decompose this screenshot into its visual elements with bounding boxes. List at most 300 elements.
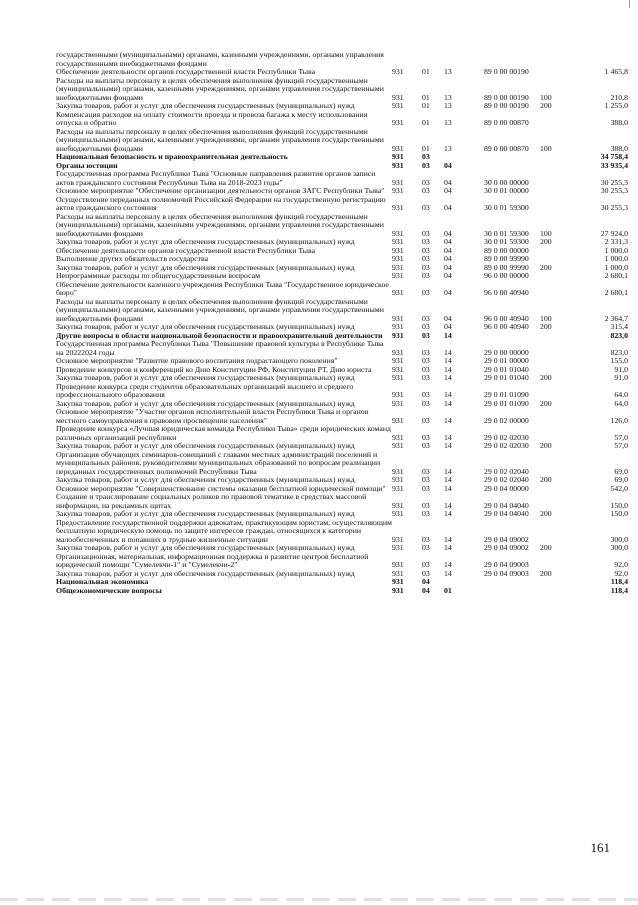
row-ved-code: 931 (392, 390, 404, 399)
row-ved-code: 931 (392, 441, 404, 450)
row-name: Закупка товаров, работ и услуг для обеспечения государственных (муниципальных) нужд (56, 568, 355, 578)
row-expense-type-code (540, 340, 568, 357)
row-ved-code: 931 (392, 313, 404, 323)
row-section-code: 01 (422, 118, 430, 127)
row-amount: 2 364,7 (604, 313, 628, 323)
row-section-code: 01 (422, 143, 430, 153)
row-target-article-code: 96 0 00 40940 (484, 322, 529, 331)
row-target-article-code: 89 0 00 99990 (484, 254, 529, 263)
budget-table-body (56, 51, 628, 595)
row-section-code: 03 (422, 483, 430, 493)
row-target-article-code: 29 0 02 02030 (484, 441, 529, 450)
row-target-article-code: 29 0 02 02040 (484, 475, 529, 484)
row-subsection-code: 04 (444, 322, 452, 331)
row-amount: 1 255,0 (604, 101, 628, 110)
row-ved-code: 931 (392, 364, 404, 374)
row-amount: 57,0 (614, 441, 628, 450)
row-subsection-code: 14 (444, 364, 452, 374)
row-amount: 34 758,4 (600, 152, 628, 161)
row-name: Создание и транслирование социальных роликов по правовой тематике в средствах массовой информации, на рекламных щитах (56, 492, 367, 510)
row-expense-type-code (540, 578, 568, 587)
row-ved-code: 931 (392, 254, 404, 263)
row-amount: 150,0 (610, 509, 628, 518)
row-amount: 118,4 (610, 585, 628, 595)
row-section-code: 03 (422, 373, 430, 382)
row-subsection-code: 14 (444, 534, 452, 544)
row-name: Закупка товаров, работ и услуг для обеспечения государственных (муниципальных) нужд (56, 398, 355, 408)
row-name: Непрограммные расходы по общегосударственным вопросам (56, 271, 261, 280)
row-name: Закупка товаров, работ и услуг для обеспечения государственных (муниципальных) нужд (56, 237, 355, 246)
row-target-article-code: 29 0 02 00000 (484, 415, 529, 425)
row-name: Закупка товаров, работ и услуг для обеспечения государственных (муниципальных) нужд (56, 373, 355, 382)
row-amount: 300,0 (610, 543, 628, 552)
row-expense-type-code (540, 451, 568, 477)
row-section-code: 03 (422, 203, 430, 212)
row-amount: 64,0 (614, 398, 628, 408)
row-amount: 388,0 (610, 143, 628, 153)
row-ved-code (392, 51, 422, 68)
row-amount: 315,4 (610, 322, 628, 331)
row-subsection-code: 04 (444, 313, 452, 323)
row-ved-code: 931 (392, 432, 404, 442)
table-row (56, 340, 628, 357)
row-target-article-code (484, 332, 540, 341)
row-subsection-code: 04 (444, 271, 452, 280)
row-amount: 823,0 (610, 347, 628, 357)
row-subsection-code: 01 (444, 585, 452, 595)
row-subsection-code: 13 (444, 92, 452, 102)
row-section-code: 03 (422, 347, 430, 357)
table-row (56, 425, 628, 442)
table-row (56, 493, 628, 510)
row-name: Расходы на выплаты персоналу в целях обеспечения выполнения функций государственными (муниципальными) органами, казенными учреждениями, органами управления государственными внебюджетными фондами (56, 211, 384, 238)
row-section-code: 04 (422, 577, 430, 586)
row-amount: 300,0 (610, 534, 628, 544)
row-amount: 2 680,1 (604, 288, 628, 297)
row-subsection-code: 04 (444, 203, 452, 212)
row-expense-type-code (540, 485, 568, 494)
row-name: Закупка товаров, работ и услуг для обеспечения государственных (муниципальных) нужд (56, 322, 355, 331)
page-number: 161 (590, 840, 610, 855)
row-ved-code: 931 (392, 228, 404, 238)
row-target-article-code: 29 0 04 09002 (484, 543, 529, 552)
row-subsection-code: 04 (444, 262, 452, 272)
row-ved-code: 931 (392, 534, 404, 544)
row-name: Основное мероприятие "Совершенствование системы оказания бесплатной юридической помощи" (56, 483, 386, 493)
row-expense-type-code (540, 383, 568, 400)
row-expense-type-code (540, 51, 568, 68)
row-ved-code: 931 (392, 143, 404, 153)
row-subsection-code: 14 (444, 441, 452, 450)
row-ved-code: 931 (392, 373, 404, 382)
row-amount: 150,0 (610, 500, 628, 510)
row-subsection-code: 14 (444, 483, 452, 493)
row-section-code: 03 (422, 160, 430, 170)
row-expense-type-code (540, 162, 568, 171)
row-subsection-code: 14 (444, 432, 452, 442)
row-section-code: 03 (422, 441, 430, 450)
row-ved-code: 931 (392, 330, 404, 340)
table-row (56, 298, 628, 324)
row-ved-code: 931 (392, 177, 404, 187)
row-subsection-code: 14 (444, 373, 452, 382)
row-name: Закупка товаров, работ и услуг для обеспечения государственных (муниципальных) нужд (56, 543, 355, 552)
row-name: Закупка товаров, работ и услуг для обеспечения государственных (муниципальных) нужд (56, 509, 355, 518)
row-target-article-code: 30 0 01 59300 (484, 228, 529, 238)
row-subsection-code (444, 51, 484, 68)
row-amount: 30 255,3 (600, 203, 628, 212)
row-amount: 1 000,0 (604, 245, 628, 255)
row-expense-type-code (540, 519, 568, 545)
row-amount: 2 331,3 (604, 237, 628, 246)
row-expense-type-code: 100 (540, 228, 552, 238)
row-ved-code: 931 (392, 568, 404, 578)
row-target-article-code: 89 0 00 00870 (484, 118, 529, 127)
table-row (56, 587, 628, 596)
row-section-code: 03 (422, 415, 430, 425)
row-expense-type-code: 100 (540, 143, 552, 153)
row-subsection-code: 04 (444, 245, 452, 255)
row-name: Организационная, материальная, информационная поддержка и развитие центров бесплатной юридической помощи "Сумелекчи-1" и "Сумелекчи-2" (56, 551, 369, 569)
row-amount: 69,0 (614, 466, 628, 476)
row-ved-code: 931 (392, 92, 404, 102)
row-target-article-code: 30 0 00 00000 (484, 177, 529, 187)
row-amount: 91,0 (614, 373, 628, 382)
row-target-article-code: 89 0 00 00190 (484, 101, 529, 110)
row-subsection-code: 04 (444, 160, 452, 170)
row-subsection-code: 14 (444, 356, 452, 365)
row-target-article-code: 29 0 01 01090 (484, 390, 529, 399)
row-ved-code: 931 (392, 288, 404, 297)
row-amount: 33 935,4 (600, 160, 628, 170)
row-section-code: 01 (422, 101, 430, 110)
row-amount: 126,0 (610, 415, 628, 425)
row-name: Проведение конкурса «Лучшая юридическая команда Республики Тыва» среди юридических команд различных организаций республики (56, 424, 391, 442)
row-expense-type-code (540, 493, 568, 510)
row-target-article-code: 29 0 04 09002 (484, 534, 529, 544)
row-name: Осуществление переданных полномочий Российской Федерации на государственную регистрацию актов гражданского состояния (56, 194, 386, 212)
row-target-article-code: 89 0 00 00870 (484, 143, 529, 153)
table-row (56, 51, 628, 68)
row-name: Общеэкономические вопросы (56, 585, 162, 595)
row-amount (568, 51, 628, 68)
row-section-code: 03 (422, 237, 430, 246)
row-amount: 27 924,0 (600, 228, 628, 238)
row-expense-type-code (540, 281, 568, 298)
row-ved-code: 931 (392, 475, 404, 484)
row-section-code: 03 (422, 313, 430, 323)
row-name: Обеспечение деятельности органов государственной власти Республики Тыва (56, 67, 316, 76)
row-ved-code: 931 (392, 483, 404, 493)
row-expense-type-code: 200 (540, 262, 552, 272)
table-row (56, 213, 628, 239)
table-row (56, 553, 628, 570)
row-ved-code: 931 (392, 347, 404, 357)
row-name: Закупка товаров, работ и услуг для обеспечения государственных (муниципальных) нужд (56, 101, 355, 110)
row-name: Обеспечение деятельности казенного учреждения Республики Тыва "Государственное юридическое бюро" (56, 279, 389, 297)
row-section-code: 03 (422, 245, 430, 255)
row-subsection-code: 13 (444, 101, 452, 110)
row-section-code: 03 (422, 228, 430, 238)
row-amount: 30 255,3 (600, 177, 628, 187)
row-target-article-code: 29 0 04 09003 (484, 568, 529, 578)
row-expense-type-code (540, 153, 568, 162)
row-expense-type-code: 200 (540, 543, 552, 552)
row-section-code: 03 (422, 543, 430, 552)
row-subsection-code: 13 (444, 143, 452, 153)
row-section-code: 03 (422, 500, 430, 510)
row-section-code: 01 (422, 92, 430, 102)
row-target-article-code (484, 51, 540, 68)
row-expense-type-code (540, 332, 568, 341)
row-amount: 92,0 (614, 568, 628, 578)
row-subsection-code: 14 (444, 415, 452, 425)
row-expense-type-code (540, 247, 568, 256)
row-expense-type-code: 200 (540, 373, 552, 382)
row-name: Расходы на выплаты персоналу в целях обеспечения выполнения функций государственными (муниципальными) органами, казенными учреждениями, органами управления государственными внебюджетными фондами (56, 75, 384, 102)
row-ved-code: 931 (392, 509, 404, 518)
row-target-article-code: 29 0 00 00000 (484, 347, 529, 357)
row-subsection-code: 13 (444, 67, 452, 76)
row-target-article-code: 96 0 00 40940 (484, 288, 529, 297)
row-name: Проведение конкурса среди студентов образовательных организаций высшего и среднего профессионального образования (56, 381, 354, 399)
row-expense-type-code: 200 (540, 568, 552, 578)
row-name: Основное мероприятие "Участие органов исполнительной власти Республики Тыва и органов местного самоуправления в правовом просвещении населения" (56, 407, 369, 425)
scan-edge (0, 898, 638, 901)
table-row (56, 128, 628, 154)
row-ved-code: 931 (392, 466, 404, 476)
row-section-code: 03 (422, 271, 430, 280)
row-section-code: 03 (422, 254, 430, 263)
row-name: Другие вопросы в области национальной безопасности и правоохранительной деятельности (56, 330, 383, 340)
row-target-article-code (484, 153, 540, 162)
row-subsection-code: 14 (444, 398, 452, 408)
row-subsection-code: 04 (444, 177, 452, 187)
row-subsection-code: 14 (444, 390, 452, 399)
row-section-code: 03 (422, 398, 430, 408)
row-expense-type-code: 200 (540, 441, 552, 450)
row-target-article-code: 29 0 02 02030 (484, 432, 529, 442)
row-section-code: 03 (422, 330, 430, 340)
row-target-article-code: 29 0 04 09003 (484, 560, 529, 569)
row-name: государственными (муниципальными) органами, казенными учреждениями, органами управления государственными внебюджетными фондами (56, 50, 384, 68)
row-section-code: 03 (422, 560, 430, 569)
row-expense-type-code (540, 187, 568, 196)
row-target-article-code: 89 0 00 99990 (484, 262, 529, 272)
row-ved-code: 931 (392, 271, 404, 280)
row-name: Компенсация расходов на оплату стоимости проезда и провоза багажа к месту использования отпуска и обратно (56, 109, 368, 127)
row-section-code: 03 (422, 466, 430, 476)
row-name: Национальная экономика (56, 577, 149, 586)
row-subsection-code: 14 (444, 568, 452, 578)
row-name: Расходы на выплаты персоналу в целях обеспечения выполнения функций государственными (муниципальными) органами, казенными учреждениями, органами управления государственными внебюджетными фондами (56, 296, 384, 323)
row-target-article-code: 96 0 00 00000 (484, 271, 529, 280)
row-expense-type-code (540, 111, 568, 128)
row-expense-type-code (540, 272, 568, 281)
row-name: Проведение конкурсов и конференций ко Дню Конституции РФ, Конституции РТ, Дню юриста (56, 364, 372, 374)
row-section-code: 01 (422, 67, 430, 76)
row-amount: 210,8 (610, 92, 628, 102)
row-expense-type-code (540, 553, 568, 570)
row-subsection-code: 14 (444, 543, 452, 552)
row-ved-code: 931 (392, 101, 404, 110)
row-ved-code: 931 (392, 500, 404, 510)
row-section-code (422, 51, 444, 68)
row-amount: 155,0 (610, 356, 628, 365)
row-subsection-code: 04 (444, 228, 452, 238)
row-ved-code: 931 (392, 67, 404, 76)
row-subsection-code: 14 (444, 509, 452, 518)
row-target-article-code: 29 0 04 04040 (484, 500, 529, 510)
row-subsection-code: 04 (444, 254, 452, 263)
row-amount: 118,4 (610, 577, 628, 586)
row-amount: 388,0 (610, 118, 628, 127)
row-name: Основное мероприятие "Обеспечение организации деятельности органов ЗАГС Республики Тыва" (56, 186, 385, 195)
table-row (56, 519, 628, 545)
row-amount: 91,0 (614, 364, 628, 374)
row-ved-code: 931 (392, 237, 404, 246)
table-row (56, 281, 628, 298)
row-amount: 1 465,8 (604, 67, 628, 76)
row-section-code: 03 (422, 364, 430, 374)
row-subsection-code: 04 (444, 186, 452, 195)
row-ved-code: 931 (392, 245, 404, 255)
row-target-article-code: 29 0 04 00000 (484, 483, 529, 493)
row-subsection-code: 04 (444, 237, 452, 246)
row-expense-type-code (540, 357, 568, 366)
row-target-article-code: 29 0 04 04040 (484, 509, 529, 518)
row-section-code: 03 (422, 288, 430, 297)
row-subsection-code: 14 (444, 466, 452, 476)
row-ved-code: 931 (392, 560, 404, 569)
budget-table (56, 51, 628, 595)
row-section-code: 03 (422, 432, 430, 442)
table-row (56, 383, 628, 400)
row-subsection-code: 04 (444, 288, 452, 297)
row-name: Организация обучающих семинаров-совещаний с главами местных администраций поселений и муниципальных районов, руководителями муниципальных образований по вопросам реализации переданных государственных полномочий Республики Тыва (56, 449, 381, 476)
table-row (56, 408, 628, 425)
row-target-article-code: 30 0 01 59300 (484, 203, 529, 212)
table-row (56, 111, 628, 128)
row-name: Предоставление государственной поддержки адвокатам, практикующим юристам, осуществляющим бесплатную юридическую помощь по защите интересов граждан, относящихся к категории малообеспеченных и попавших в трудные жизненные ситуации (56, 517, 392, 544)
row-name: Закупка товаров, работ и услуг для обеспечения государственных (муниципальных) нужд (56, 475, 355, 484)
row-section-code: 04 (422, 585, 430, 595)
table-row (56, 170, 628, 187)
row-name: Закупка товаров, работ и услуг для обеспечения государственных (муниципальных) нужд (56, 441, 355, 450)
row-expense-type-code: 100 (540, 313, 552, 323)
row-amount: 92,0 (614, 560, 628, 569)
row-section-code: 03 (422, 356, 430, 365)
row-name: Обеспечение деятельности органов государственной власти Республики Тыва (56, 245, 316, 255)
row-ved-code: 931 (392, 186, 404, 195)
row-section-code: 03 (422, 534, 430, 544)
row-ved-code: 931 (392, 356, 404, 365)
row-name: Выполнение других обязательств государства (56, 254, 209, 263)
row-target-article-code (484, 587, 540, 596)
row-target-article-code: 29 0 01 01040 (484, 364, 529, 374)
row-expense-type-code: 100 (540, 92, 552, 102)
row-section-code: 03 (422, 322, 430, 331)
row-section-code: 03 (422, 509, 430, 518)
row-target-article-code: 30 0 01 00000 (484, 186, 529, 195)
row-expense-type-code: 200 (540, 322, 552, 331)
row-expense-type-code: 200 (540, 237, 552, 246)
row-expense-type-code (540, 408, 568, 425)
table-row (56, 77, 628, 103)
row-amount: 823,0 (610, 330, 628, 340)
row-amount: 2 680,1 (604, 271, 628, 280)
row-section-code: 03 (422, 568, 430, 578)
row-amount: 69,0 (614, 475, 628, 484)
row-expense-type-code (540, 587, 568, 596)
row-section-code: 03 (422, 262, 430, 272)
row-section-code: 03 (422, 390, 430, 399)
row-target-article-code (484, 162, 540, 171)
row-name: Государственная программа Республики Тыва "Повышение правовой культуры в Республике Тыва на 20222024 годы (56, 339, 384, 357)
row-subsection-code: 14 (444, 330, 452, 340)
table-row (56, 451, 628, 477)
row-amount: 57,0 (614, 432, 628, 442)
row-target-article-code: 29 0 01 00000 (484, 356, 529, 365)
row-ved-code: 931 (392, 160, 404, 170)
row-expense-type-code: 200 (540, 509, 552, 518)
row-name: Основное мероприятие "Развитие правового воспитания подрастающего поколения" (56, 356, 338, 365)
row-expense-type-code: 200 (540, 101, 552, 110)
row-target-article-code: 30 0 01 59300 (484, 237, 529, 246)
row-subsection-code: 14 (444, 560, 452, 569)
row-expense-type-code (540, 68, 568, 77)
row-section-code: 03 (422, 177, 430, 187)
row-ved-code: 931 (392, 203, 404, 212)
row-subsection-code: 14 (444, 500, 452, 510)
row-subsection-code: 13 (444, 118, 452, 127)
row-section-code: 03 (422, 152, 430, 161)
table-row (56, 153, 628, 162)
row-ved-code: 931 (392, 585, 404, 595)
row-ved-code: 931 (392, 152, 404, 161)
row-ved-code: 931 (392, 118, 404, 127)
row-target-article-code: 96 0 00 40940 (484, 313, 529, 323)
row-section-code: 03 (422, 186, 430, 195)
row-amount: 1 000,0 (604, 262, 628, 272)
scan-corner-mark (629, 0, 630, 8)
row-name: Государственная программа Республики Тыва "Основные направления развития органов записи актов гражданского состояния Республики Тыва на 2018-2023 годы" (56, 169, 376, 187)
row-ved-code: 931 (392, 262, 404, 272)
row-expense-type-code (540, 425, 568, 442)
row-name: Национальная безопасность и правоохранительная деятельность (56, 152, 288, 161)
row-amount: 64,0 (614, 390, 628, 399)
row-amount: 30 255,3 (600, 186, 628, 195)
row-target-article-code: 89 0 00 00190 (484, 92, 529, 102)
row-subsection-code: 14 (444, 347, 452, 357)
row-ved-code: 931 (392, 577, 404, 586)
row-ved-code: 931 (392, 543, 404, 552)
row-target-article-code: 29 0 01 01090 (484, 398, 529, 408)
row-name: Закупка товаров, работ и услуг для обеспечения государственных (муниципальных) нужд (56, 262, 355, 272)
row-ved-code: 931 (392, 398, 404, 408)
row-section-code: 03 (422, 475, 430, 484)
row-target-article-code: 89 0 00 00000 (484, 245, 529, 255)
row-ved-code: 931 (392, 322, 404, 331)
table-row (56, 196, 628, 213)
row-target-article-code: 89 0 00 00190 (484, 67, 529, 76)
row-ved-code: 931 (392, 415, 404, 425)
row-target-article-code: 29 0 01 01040 (484, 373, 529, 382)
row-expense-type-code (540, 170, 568, 187)
row-amount: 1 000,0 (604, 254, 628, 263)
row-target-article-code (484, 578, 540, 587)
row-expense-type-code (540, 196, 568, 213)
